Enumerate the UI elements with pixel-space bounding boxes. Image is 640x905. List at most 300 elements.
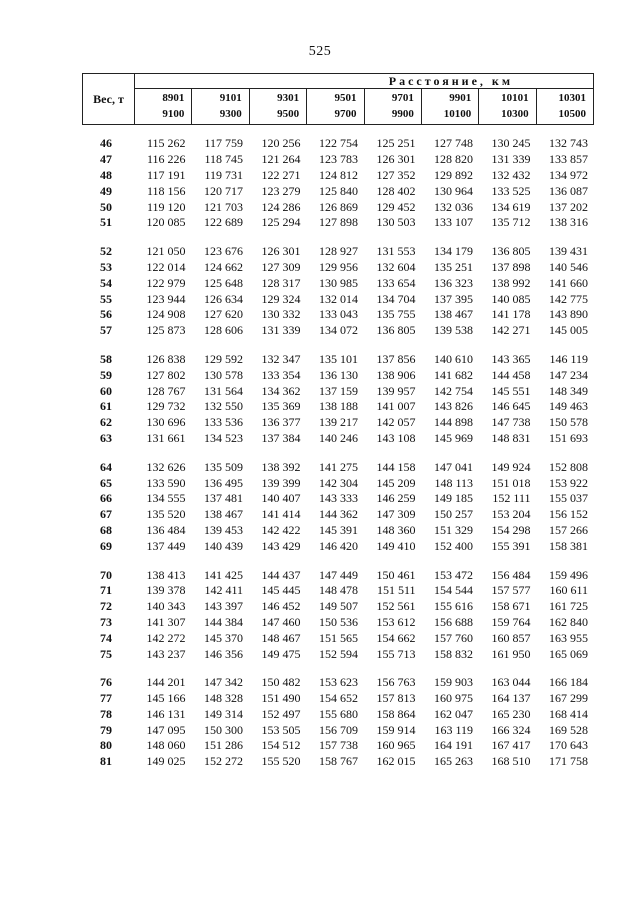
rate-cell: 137 481 (204, 491, 243, 506)
range-to: 9300 (219, 108, 242, 120)
rate-cell: 146 645 (491, 399, 531, 414)
rate-cell: 147 738 (491, 415, 531, 430)
table-row (82, 707, 594, 723)
rate-cell: 160 611 (549, 583, 588, 598)
rate-cell: 131 339 (261, 323, 301, 338)
rate-cell: 136 130 (319, 367, 358, 382)
rate-cell: 134 523 (204, 430, 243, 445)
rate-cell: 159 903 (434, 675, 473, 690)
rate-cell: 136 323 (434, 275, 473, 290)
rate-cell: 123 279 (261, 183, 301, 198)
rate-cell: 168 414 (549, 706, 588, 721)
rate-cell: 132 014 (319, 291, 358, 306)
rate-cell: 153 612 (376, 614, 416, 629)
rate-cell: 134 555 (146, 491, 186, 506)
rate-cell: 146 420 (319, 538, 358, 553)
rate-cell: 160 857 (491, 630, 531, 645)
weight-cell: 73 (100, 614, 112, 629)
range-to: 10500 (558, 108, 586, 120)
weight-cell: 69 (100, 538, 112, 553)
rate-cell: 126 838 (146, 351, 186, 366)
rate-cell: 167 299 (549, 691, 588, 706)
range-from: 10101 (501, 92, 529, 104)
rate-cell: 139 217 (319, 415, 358, 430)
rate-cell: 143 397 (204, 599, 243, 614)
rate-cell: 147 449 (319, 567, 358, 582)
table-row (82, 630, 594, 646)
rate-cell: 158 767 (319, 754, 358, 769)
rate-cell: 141 660 (549, 275, 588, 290)
rate-cell: 165 230 (491, 706, 531, 721)
table-row (82, 168, 594, 184)
rate-cell: 148 349 (549, 383, 588, 398)
rate-cell: 150 536 (319, 614, 358, 629)
rate-cell: 134 072 (319, 323, 358, 338)
rate-cell: 166 184 (549, 675, 588, 690)
rate-cell: 149 185 (434, 491, 473, 506)
rate-cell: 129 956 (319, 259, 358, 274)
weight-cell: 48 (100, 167, 112, 182)
rate-cell: 152 400 (434, 538, 473, 553)
rate-cell: 145 005 (549, 323, 588, 338)
table-row (82, 583, 594, 599)
rate-cell: 139 453 (204, 522, 243, 537)
row-group (82, 352, 594, 447)
distance-ranges (135, 89, 593, 124)
rate-cell: 130 964 (434, 183, 473, 198)
rate-cell: 130 503 (376, 215, 416, 230)
rate-cell: 162 047 (434, 706, 473, 721)
table-row (82, 383, 594, 399)
weight-cell: 47 (100, 152, 112, 167)
table-row (82, 538, 594, 554)
rate-cell: 142 422 (261, 522, 301, 537)
table-row (82, 136, 594, 152)
weight-cell: 60 (100, 383, 112, 398)
rate-cell: 124 662 (204, 259, 243, 274)
rate-table-body (82, 136, 594, 783)
rate-cell: 153 623 (319, 675, 358, 690)
distance-range-header (422, 89, 479, 124)
table-row (82, 615, 594, 631)
rate-cell: 133 043 (319, 307, 358, 322)
rate-cell: 126 634 (204, 291, 243, 306)
range-to: 9100 (162, 108, 185, 120)
weight-cell: 80 (100, 738, 112, 753)
rate-cell: 157 577 (491, 583, 531, 598)
rate-cell: 142 775 (549, 291, 588, 306)
weight-cell: 79 (100, 722, 112, 737)
rate-cell: 157 813 (376, 691, 416, 706)
weight-cell: 61 (100, 399, 112, 414)
rate-cell: 143 108 (376, 430, 416, 445)
rate-cell: 160 965 (376, 738, 416, 753)
rate-cell: 138 906 (376, 367, 416, 382)
rate-cell: 124 812 (319, 167, 358, 182)
range-to: 10300 (501, 108, 529, 120)
row-group (82, 675, 594, 770)
rate-cell: 132 626 (146, 459, 186, 474)
rate-cell: 158 671 (491, 599, 531, 614)
rate-cell: 137 395 (434, 291, 473, 306)
table-row (82, 183, 594, 199)
rate-cell: 164 191 (434, 738, 473, 753)
rate-cell: 150 300 (204, 722, 243, 737)
weight-cell: 50 (100, 199, 112, 214)
rate-cell: 160 975 (434, 691, 473, 706)
rate-cell: 141 414 (261, 507, 301, 522)
rate-cell: 164 137 (491, 691, 531, 706)
rate-cell: 134 704 (376, 291, 416, 306)
table-row (82, 567, 594, 583)
weight-cell: 64 (100, 459, 112, 474)
rate-cell: 144 384 (204, 614, 243, 629)
rate-cell: 162 015 (376, 754, 416, 769)
rate-cell: 131 339 (491, 152, 531, 167)
weight-cell: 51 (100, 215, 112, 230)
rate-cell: 154 544 (434, 583, 473, 598)
rate-cell: 154 652 (319, 691, 358, 706)
weight-cell: 66 (100, 491, 112, 506)
rate-cell: 116 226 (146, 152, 186, 167)
weight-cell: 78 (100, 706, 112, 721)
rate-cell: 123 944 (146, 291, 186, 306)
rate-cell: 140 546 (549, 259, 588, 274)
rate-cell: 142 411 (204, 583, 243, 598)
rate-cell: 149 507 (319, 599, 358, 614)
rate-cell: 159 496 (549, 567, 588, 582)
rate-cell: 139 378 (146, 583, 186, 598)
rate-cell: 150 257 (434, 507, 473, 522)
rate-cell: 120 256 (261, 136, 301, 151)
rate-cell: 131 564 (204, 383, 243, 398)
rate-cell: 135 712 (491, 215, 531, 230)
rate-cell: 137 449 (146, 538, 186, 553)
weight-cell: 56 (100, 307, 112, 322)
rate-cell: 117 191 (146, 167, 186, 182)
rate-cell: 149 314 (204, 706, 243, 721)
rate-cell: 138 467 (204, 507, 243, 522)
weight-cell: 71 (100, 583, 112, 598)
table-row (82, 323, 594, 339)
rate-cell: 155 037 (549, 491, 588, 506)
rate-cell: 140 610 (434, 351, 473, 366)
weight-cell: 63 (100, 430, 112, 445)
rate-cell: 151 286 (204, 738, 243, 753)
weight-cell: 77 (100, 691, 112, 706)
rate-cell: 151 018 (491, 475, 531, 490)
rate-cell: 149 475 (261, 646, 301, 661)
rate-cell: 132 347 (261, 351, 301, 366)
table-row (82, 675, 594, 691)
row-group (82, 136, 594, 231)
rate-cell: 121 264 (261, 152, 301, 167)
rate-cell: 136 805 (491, 244, 531, 259)
rate-cell: 122 754 (319, 136, 358, 151)
weight-cell: 72 (100, 599, 112, 614)
rate-cell: 120 085 (146, 215, 186, 230)
rate-cell: 135 755 (376, 307, 416, 322)
rate-cell: 139 957 (376, 383, 416, 398)
rate-cell: 118 156 (146, 183, 186, 198)
rate-cell: 140 343 (146, 599, 186, 614)
table-row (82, 291, 594, 307)
rate-cell: 157 760 (434, 630, 473, 645)
rate-cell: 152 561 (376, 599, 416, 614)
rate-cell: 133 525 (491, 183, 531, 198)
rate-cell: 130 245 (491, 136, 531, 151)
rate-cell: 140 407 (261, 491, 301, 506)
rate-cell: 144 362 (319, 507, 358, 522)
weight-cell: 49 (100, 183, 112, 198)
rate-cell: 156 484 (491, 567, 531, 582)
rate-cell: 124 286 (261, 199, 301, 214)
distance-range-header (250, 89, 307, 124)
rate-cell: 125 873 (146, 323, 186, 338)
rate-cell: 135 520 (146, 507, 186, 522)
rate-cell: 149 410 (376, 538, 416, 553)
rate-cell: 127 352 (376, 167, 416, 182)
rate-cell: 121 050 (146, 244, 186, 259)
table-row (82, 599, 594, 615)
rate-cell: 145 370 (204, 630, 243, 645)
weight-cell: 68 (100, 522, 112, 537)
weight-cell: 62 (100, 415, 112, 430)
table-row (82, 491, 594, 507)
rate-cell: 120 717 (204, 183, 243, 198)
rate-cell: 153 922 (549, 475, 588, 490)
rate-cell: 136 484 (146, 522, 186, 537)
rate-cell: 127 898 (319, 215, 358, 230)
distance-range-header (537, 89, 593, 124)
rate-cell: 129 324 (261, 291, 301, 306)
rate-cell: 161 950 (491, 646, 531, 661)
table-row (82, 399, 594, 415)
rate-cell: 142 754 (434, 383, 473, 398)
table-row (82, 199, 594, 215)
range-from: 10301 (558, 92, 586, 104)
rate-cell: 123 783 (319, 152, 358, 167)
rate-cell: 145 166 (146, 691, 186, 706)
rate-cell: 129 732 (146, 399, 186, 414)
rate-cell: 151 693 (549, 430, 588, 445)
weight-cell: 75 (100, 646, 112, 661)
rate-cell: 128 606 (204, 323, 243, 338)
rate-cell: 135 101 (319, 351, 358, 366)
rate-cell: 145 551 (491, 383, 531, 398)
rate-cell: 123 676 (204, 244, 243, 259)
row-group (82, 459, 594, 554)
rate-cell: 150 578 (549, 415, 588, 430)
rate-cell: 161 725 (549, 599, 588, 614)
rate-cell: 134 619 (491, 199, 531, 214)
rate-cell: 117 759 (204, 136, 243, 151)
rate-cell: 146 452 (261, 599, 301, 614)
rate-cell: 143 237 (146, 646, 186, 661)
rate-cell: 155 616 (434, 599, 473, 614)
rate-cell: 141 682 (434, 367, 473, 382)
rate-cell: 125 251 (376, 136, 416, 151)
distance-range-header (365, 89, 422, 124)
rate-cell: 141 007 (376, 399, 416, 414)
rate-cell: 119 731 (204, 167, 243, 182)
range-to: 10100 (443, 108, 472, 120)
range-from: 9701 (391, 92, 414, 104)
rate-cell: 154 662 (376, 630, 416, 645)
table-row (82, 722, 594, 738)
rate-cell: 147 095 (146, 722, 186, 737)
rate-cell: 152 272 (204, 754, 243, 769)
rate-cell: 169 528 (549, 722, 588, 737)
distance-range-header (192, 89, 249, 124)
weight-cell: 52 (100, 244, 112, 259)
table-row (82, 307, 594, 323)
rate-cell: 163 119 (434, 722, 473, 737)
table-row (82, 646, 594, 662)
rate-cell: 135 251 (434, 259, 473, 274)
weight-cell: 55 (100, 291, 112, 306)
rate-cell: 128 927 (319, 244, 358, 259)
rate-cell: 146 119 (549, 351, 588, 366)
distance-range-header (307, 89, 364, 124)
range-to: 9500 (277, 108, 300, 120)
rate-cell: 145 391 (319, 522, 358, 537)
rate-cell: 152 808 (549, 459, 588, 474)
rate-cell: 131 553 (376, 244, 416, 259)
rate-cell: 132 432 (491, 167, 531, 182)
rate-cell: 155 713 (376, 646, 416, 661)
rate-cell: 148 478 (319, 583, 358, 598)
rate-cell: 132 036 (434, 199, 473, 214)
rate-cell: 163 955 (549, 630, 588, 645)
range-from: 9501 (334, 92, 357, 104)
table-row (82, 507, 594, 523)
rate-cell: 136 377 (261, 415, 301, 430)
rate-cell: 128 820 (434, 152, 473, 167)
range-from: 9901 (449, 92, 472, 104)
rate-cell: 148 113 (434, 475, 473, 490)
range-to: 9900 (391, 108, 414, 120)
rate-cell: 138 467 (434, 307, 473, 322)
rate-cell: 153 204 (491, 507, 531, 522)
rate-cell: 147 234 (549, 367, 588, 382)
weight-cell: 57 (100, 323, 112, 338)
rate-cell: 124 908 (146, 307, 186, 322)
rate-cell: 144 458 (491, 367, 531, 382)
rate-cell: 135 369 (261, 399, 301, 414)
weight-cell: 54 (100, 275, 112, 290)
rate-cell: 121 703 (204, 199, 243, 214)
rate-cell: 129 892 (434, 167, 473, 182)
rate-cell: 142 057 (376, 415, 416, 430)
rate-cell: 142 271 (491, 323, 531, 338)
rate-cell: 170 643 (549, 738, 588, 753)
range-from: 9101 (219, 92, 242, 104)
table-row (82, 431, 594, 447)
range-from: 9301 (277, 92, 300, 104)
rate-cell: 130 985 (319, 275, 358, 290)
rate-cell: 140 246 (319, 430, 358, 445)
table-row (82, 275, 594, 291)
rate-cell: 122 979 (146, 275, 186, 290)
rate-cell: 147 309 (376, 507, 416, 522)
rate-cell: 118 745 (204, 152, 243, 167)
rate-cell: 146 131 (146, 706, 186, 721)
rate-cell: 167 417 (491, 738, 531, 753)
table-row (82, 215, 594, 231)
rate-cell: 122 014 (146, 259, 186, 274)
rate-cell: 138 413 (146, 567, 186, 582)
row-group (82, 567, 594, 662)
rate-cell: 149 924 (491, 459, 531, 474)
rate-cell: 133 107 (434, 215, 473, 230)
rate-cell: 145 969 (434, 430, 473, 445)
rate-cell: 127 309 (261, 259, 301, 274)
rate-cell: 134 972 (549, 167, 588, 182)
rate-cell: 148 328 (204, 691, 243, 706)
rate-cell: 137 898 (491, 259, 531, 274)
weight-column-header: Вес, т (83, 74, 135, 124)
rate-cell: 143 333 (319, 491, 358, 506)
rate-cell: 139 399 (261, 475, 301, 490)
rate-cell: 146 356 (204, 646, 243, 661)
rate-cell: 132 550 (204, 399, 243, 414)
rate-cell: 157 266 (549, 522, 588, 537)
rate-cell: 157 738 (319, 738, 358, 753)
rate-cell: 171 758 (549, 754, 588, 769)
rate-cell: 143 429 (261, 538, 301, 553)
rate-cell: 159 914 (376, 722, 416, 737)
rate-cell: 141 307 (146, 614, 186, 629)
rate-cell: 154 298 (491, 522, 531, 537)
rate-cell: 138 992 (491, 275, 531, 290)
rate-cell: 125 648 (204, 275, 243, 290)
rate-cell: 147 041 (434, 459, 473, 474)
rate-cell: 133 536 (204, 415, 243, 430)
rate-cell: 137 159 (319, 383, 358, 398)
rate-cell: 159 764 (491, 614, 531, 629)
rate-cell: 135 509 (204, 459, 243, 474)
table-row (82, 475, 594, 491)
range-from: 8901 (162, 92, 185, 104)
rate-cell: 145 445 (261, 583, 301, 598)
rate-cell: 137 856 (376, 351, 416, 366)
rate-cell: 158 864 (376, 706, 416, 721)
rate-cell: 166 324 (491, 722, 531, 737)
rate-cell: 148 467 (261, 630, 301, 645)
rate-cell: 129 452 (376, 199, 416, 214)
rate-cell: 138 316 (549, 215, 588, 230)
rate-cell: 151 511 (376, 583, 416, 598)
rate-cell: 152 497 (261, 706, 301, 721)
page-number: 525 (308, 44, 332, 59)
rate-cell: 155 391 (491, 538, 531, 553)
rate-cell: 163 044 (491, 675, 531, 690)
rate-cell: 144 158 (376, 459, 416, 474)
table-row (82, 738, 594, 754)
distance-title: Расстояние, км (135, 74, 593, 89)
weight-cell: 76 (100, 675, 112, 690)
rate-cell: 133 654 (376, 275, 416, 290)
rate-cell: 158 832 (434, 646, 473, 661)
rate-cell: 148 360 (376, 522, 416, 537)
rate-cell: 142 272 (146, 630, 186, 645)
rate-cell: 143 365 (491, 351, 531, 366)
rate-cell: 168 510 (491, 754, 531, 769)
rate-cell: 139 538 (434, 323, 473, 338)
table-row (82, 415, 594, 431)
rate-cell: 143 826 (434, 399, 473, 414)
